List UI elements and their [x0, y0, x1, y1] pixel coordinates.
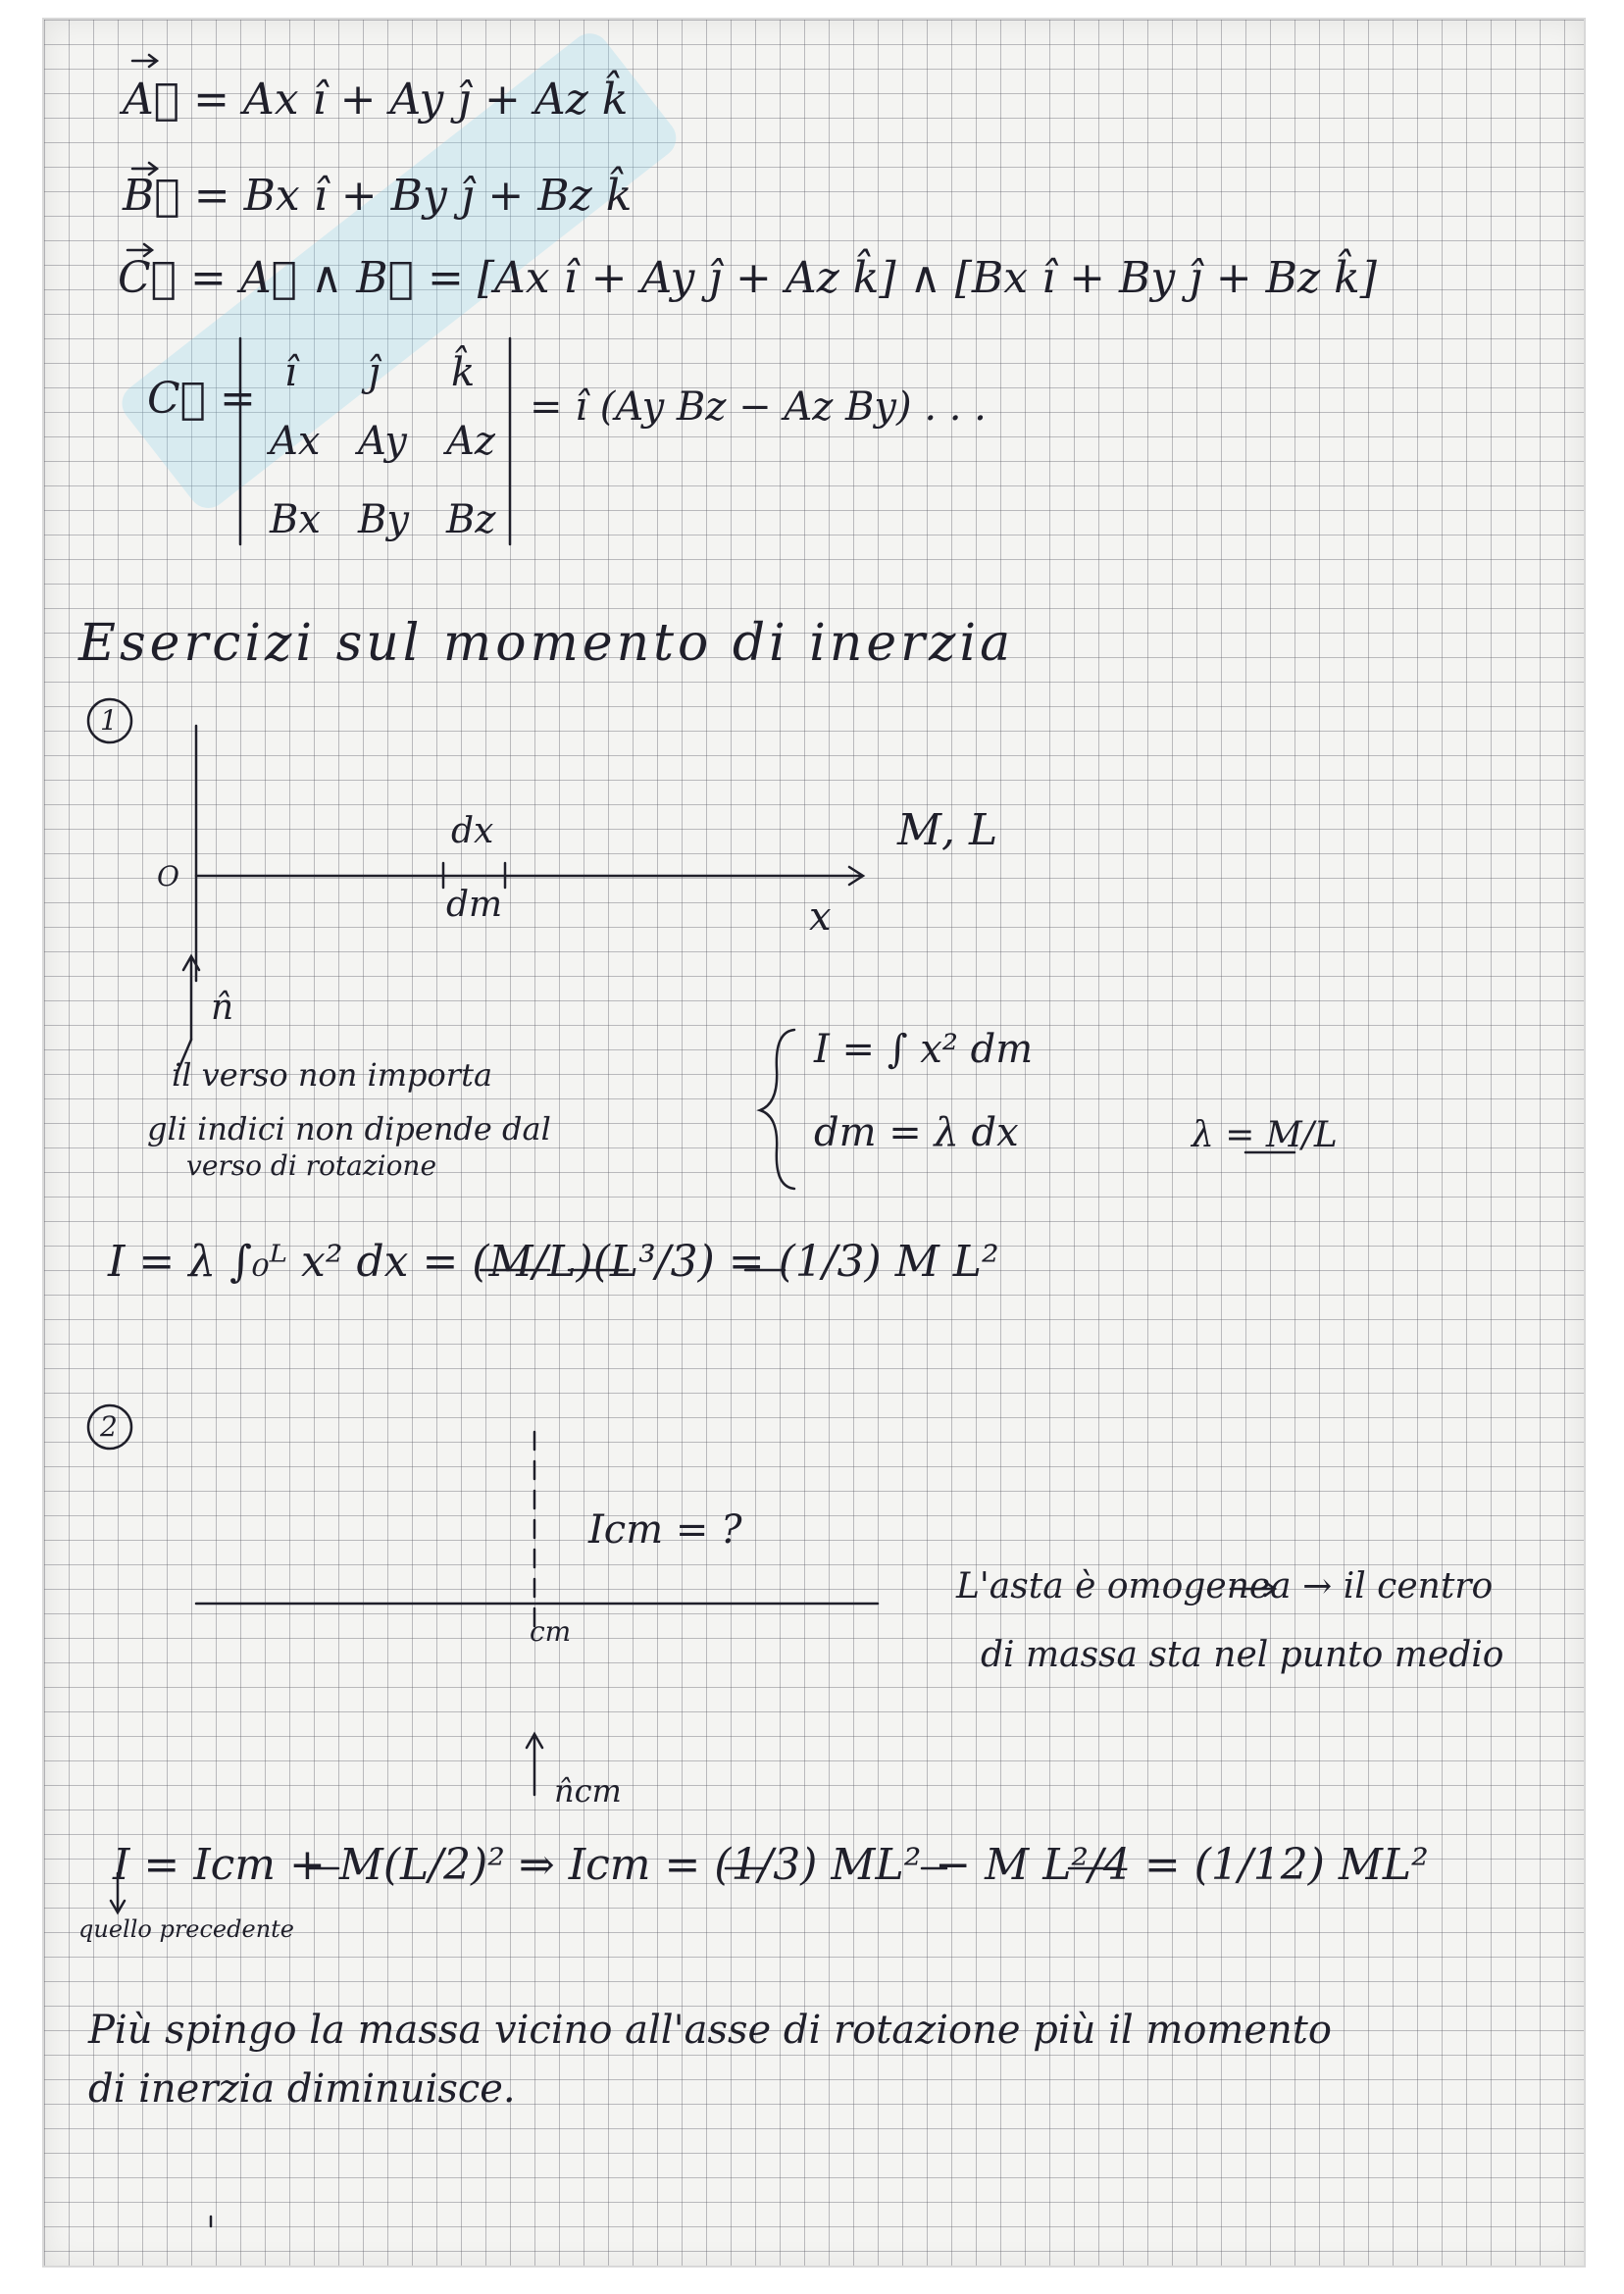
side-note-line: L'asta è omogenea → il centro [956, 1566, 1494, 1606]
cross-product-expansion: C⃗ = A⃗ ∧ B⃗ = [Ax î + Ay ĵ + Az k̂] ∧ [Bx î + By ĵ + Bz k̂] [118, 253, 1377, 303]
exercise-number: 1 [100, 704, 118, 737]
origin-label: O [157, 860, 179, 892]
conclusion-line: Più spingo la massa vicino all'asse di rotazione più il momento [88, 2008, 1332, 2053]
note-line: verso di rotazione [186, 1149, 437, 1182]
det-cell: î [284, 350, 297, 395]
det-cell: Bx [270, 497, 321, 542]
dm-label: dm [446, 885, 503, 925]
exercise-number: 2 [100, 1410, 118, 1443]
det-cell: Bz [446, 497, 496, 542]
section-title: Esercizi sul momento di inerzia [78, 614, 1015, 673]
n-label: n̂ [211, 988, 234, 1028]
det-cell: Ax [270, 419, 321, 464]
vector-a-definition: A⃗ = Ax î + Ay ĵ + Az k̂ [123, 75, 629, 125]
determinant-lhs: C⃗ = [147, 374, 256, 424]
det-cell: Az [446, 419, 495, 464]
arrow-note: quello precedente [78, 1915, 295, 1943]
icm-question: Icm = ? [588, 1507, 742, 1553]
conclusion-line: di inerzia diminuisce. [88, 2066, 516, 2112]
steiner-theorem: I = Icm + M(L/2)² ⇒ Icm = (1/3) ML² − M L²/4 = (1/12) ML² [113, 1840, 1429, 1890]
inertia-integral: I = ∫ x² dm [814, 1027, 1034, 1072]
det-cell: ĵ [368, 350, 381, 395]
mass-length-label: M, L [897, 805, 998, 855]
determinant-rhs: = î (Ay Bz − Az By) . . . [530, 384, 987, 430]
det-cell: By [358, 497, 409, 542]
dx-label: dx [451, 811, 494, 851]
dm-definition: dm = λ dx [814, 1110, 1019, 1155]
note-line: il verso non importa [172, 1056, 493, 1094]
side-note-line: di massa sta nel punto medio [981, 1635, 1504, 1675]
ncm-label: n̂cm [554, 1772, 622, 1810]
ex1-result: I = λ ∫₀ᴸ x² dx = (M/L)(L³/3) = (1/3) M L² [108, 1237, 999, 1287]
lambda-definition: λ = M/L [1192, 1115, 1338, 1155]
det-cell: Ay [358, 419, 407, 464]
det-cell: k̂ [451, 350, 476, 395]
cm-label: cm [530, 1615, 572, 1648]
note-line: gli indici non dipende dal [147, 1110, 551, 1147]
x-axis-label: x [809, 894, 832, 940]
vector-b-definition: B⃗ = Bx î + By ĵ + Bz k̂ [123, 171, 633, 221]
